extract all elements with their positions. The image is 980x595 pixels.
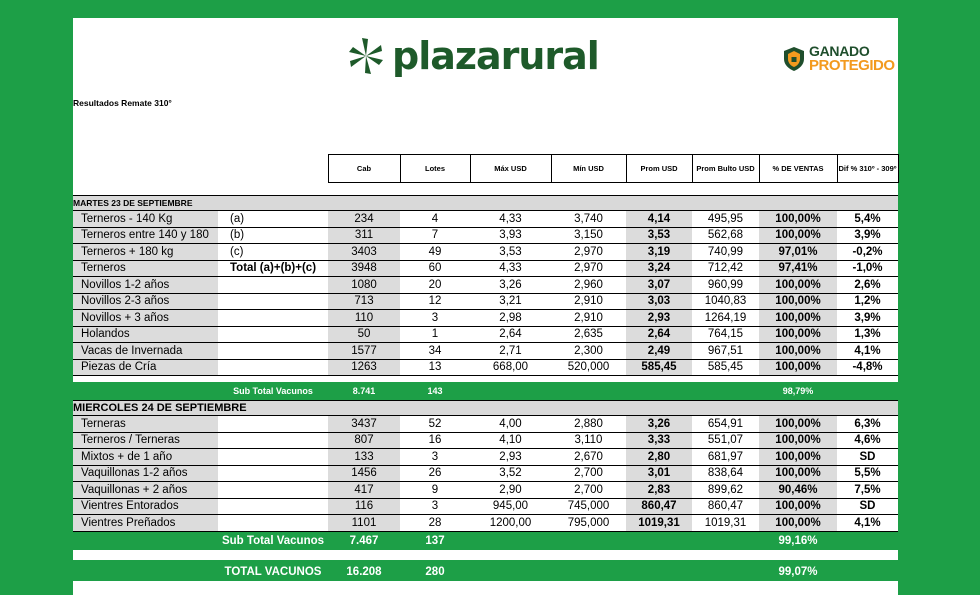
subtotal-end xyxy=(837,531,898,550)
table-row xyxy=(73,260,898,277)
max-value: 3,53 xyxy=(470,244,551,261)
lotes-value: 52 xyxy=(400,416,470,433)
category-name: Terneros / Terneras xyxy=(73,432,218,449)
max-value: 3,93 xyxy=(470,227,551,244)
category-name: Terneros + 180 kg xyxy=(73,244,218,261)
dif-value: 4,1% xyxy=(837,515,898,532)
max-value: 4,00 xyxy=(470,416,551,433)
dif-value: SD xyxy=(837,498,898,515)
subtotal-lotes: 143 xyxy=(400,382,470,401)
dif-value: 2,6% xyxy=(837,277,898,294)
cab-value: 234 xyxy=(328,211,400,228)
lotes-value: 3 xyxy=(400,310,470,327)
cab-value: 133 xyxy=(328,449,400,466)
subtotal-lotes: 280 xyxy=(400,563,470,581)
ventas-value: 100,00% xyxy=(759,293,837,310)
cab-value: 116 xyxy=(328,498,400,515)
subtotal-spacer xyxy=(470,563,759,581)
max-value: 2,90 xyxy=(470,482,551,499)
dif-value: -0,2% xyxy=(837,244,898,261)
cab-value: 1577 xyxy=(328,343,400,360)
category-name: Mixtos + de 1 año xyxy=(73,449,218,466)
min-value: 2,635 xyxy=(551,326,626,343)
category-note: (c) xyxy=(218,244,328,261)
spacer-row xyxy=(73,550,898,560)
subtotal-cab: 7.467 xyxy=(328,531,400,550)
day-header xyxy=(73,401,898,416)
table-row xyxy=(73,343,898,360)
header-prom: Prom USD xyxy=(626,155,692,183)
prom-value: 1019,31 xyxy=(626,515,692,532)
max-value: 945,00 xyxy=(470,498,551,515)
ventas-value: 90,46% xyxy=(759,482,837,499)
category-name: Vientres Preñados xyxy=(73,515,218,532)
bulto-value: 860,47 xyxy=(692,498,759,515)
ventas-value: 100,00% xyxy=(759,277,837,294)
lotes-value: 12 xyxy=(400,293,470,310)
ventas-value: 100,00% xyxy=(759,449,837,466)
header-cab: Cab xyxy=(328,155,400,183)
lotes-value: 3 xyxy=(400,498,470,515)
table-row xyxy=(73,359,898,376)
category-name: Novillos 2-3 años xyxy=(73,293,218,310)
bulto-value: 654,91 xyxy=(692,416,759,433)
dif-value: 4,6% xyxy=(837,432,898,449)
bulto-value: 585,45 xyxy=(692,359,759,376)
bulto-value: 495,95 xyxy=(692,211,759,228)
subtotal-cab: 8.741 xyxy=(328,382,400,401)
category-note xyxy=(218,482,328,499)
category-name: Holandos xyxy=(73,326,218,343)
spacer xyxy=(73,550,898,560)
bulto-value: 764,15 xyxy=(692,326,759,343)
header-min: Mín USD xyxy=(551,155,626,183)
day-title: MARTES 23 DE SEPTIEMBRE xyxy=(73,196,898,211)
bulto-value: 681,97 xyxy=(692,449,759,466)
ventas-value: 100,00% xyxy=(759,326,837,343)
cab-value: 1456 xyxy=(328,465,400,482)
ventas-value: 97,01% xyxy=(759,244,837,261)
subtotal-lotes: 137 xyxy=(400,531,470,550)
min-value: 2,970 xyxy=(551,260,626,277)
bulto-value: 1264,19 xyxy=(692,310,759,327)
prom-value: 4,14 xyxy=(626,211,692,228)
prom-value: 3,33 xyxy=(626,432,692,449)
table-row xyxy=(73,326,898,343)
category-name: Piezas de Cría xyxy=(73,359,218,376)
header-max: Máx USD xyxy=(470,155,551,183)
table-row xyxy=(73,432,898,449)
header-blank xyxy=(73,155,328,183)
category-name: Terneros xyxy=(73,260,218,277)
category-note: (a) xyxy=(218,211,328,228)
ventas-value: 100,00% xyxy=(759,465,837,482)
category-note xyxy=(218,293,328,310)
cab-value: 1101 xyxy=(328,515,400,532)
table-row xyxy=(73,498,898,515)
dif-value: -4,8% xyxy=(837,359,898,376)
category-name: Vaquillonas + 2 años xyxy=(73,482,218,499)
subtotal-spacer xyxy=(470,382,759,401)
dif-value: 7,5% xyxy=(837,482,898,499)
table-row xyxy=(73,482,898,499)
min-value: 2,700 xyxy=(551,465,626,482)
subtotal-blank xyxy=(73,563,218,581)
min-value: 3,150 xyxy=(551,227,626,244)
min-value: 2,970 xyxy=(551,244,626,261)
category-name: Terneros - 140 Kg xyxy=(73,211,218,228)
partner-line-1: GANADO xyxy=(809,43,870,59)
category-name: Novillos 1-2 años xyxy=(73,277,218,294)
min-value: 2,910 xyxy=(551,293,626,310)
lotes-value: 49 xyxy=(400,244,470,261)
cab-value: 50 xyxy=(328,326,400,343)
category-note xyxy=(218,326,328,343)
subtotal-row xyxy=(73,531,898,550)
lotes-value: 4 xyxy=(400,211,470,228)
cab-value: 3948 xyxy=(328,260,400,277)
subtotal-label: Sub Total Vacunos xyxy=(218,531,328,550)
lotes-value: 20 xyxy=(400,277,470,294)
table-row xyxy=(73,293,898,310)
subtotal-blank xyxy=(73,382,218,401)
min-value: 2,300 xyxy=(551,343,626,360)
header-ventas: % DE VENTAS xyxy=(759,155,837,183)
category-name: Novillos + 3 años xyxy=(73,310,218,327)
min-value: 520,000 xyxy=(551,359,626,376)
category-note xyxy=(218,310,328,327)
subtotal-spacer xyxy=(470,531,759,550)
dif-value: 5,5% xyxy=(837,465,898,482)
bulto-value: 967,51 xyxy=(692,343,759,360)
prom-value: 2,93 xyxy=(626,310,692,327)
min-value: 2,670 xyxy=(551,449,626,466)
prom-value: 3,07 xyxy=(626,277,692,294)
max-value: 4,10 xyxy=(470,432,551,449)
bulto-value: 899,62 xyxy=(692,482,759,499)
min-value: 2,880 xyxy=(551,416,626,433)
prom-value: 860,47 xyxy=(626,498,692,515)
max-value: 4,33 xyxy=(470,260,551,277)
max-value: 1200,00 xyxy=(470,515,551,532)
table-row xyxy=(73,310,898,327)
min-value: 3,740 xyxy=(551,211,626,228)
cab-value: 311 xyxy=(328,227,400,244)
dif-value: -1,0% xyxy=(837,260,898,277)
lotes-value: 13 xyxy=(400,359,470,376)
dif-value: 5,4% xyxy=(837,211,898,228)
max-value: 2,64 xyxy=(470,326,551,343)
bulto-value: 551,07 xyxy=(692,432,759,449)
lotes-value: 26 xyxy=(400,465,470,482)
bulto-value: 1040,83 xyxy=(692,293,759,310)
prom-value: 3,19 xyxy=(626,244,692,261)
max-value: 4,33 xyxy=(470,211,551,228)
max-value: 668,00 xyxy=(470,359,551,376)
header-lotes: Lotes xyxy=(400,155,470,183)
spacer xyxy=(73,183,898,196)
ventas-value: 97,41% xyxy=(759,260,837,277)
dif-value: 3,9% xyxy=(837,310,898,327)
subtotal-label: TOTAL VACUNOS xyxy=(218,563,328,581)
ventas-value: 100,00% xyxy=(759,416,837,433)
min-value: 745,000 xyxy=(551,498,626,515)
category-note xyxy=(218,465,328,482)
subtotal-end xyxy=(837,563,898,581)
table-row xyxy=(73,465,898,482)
subtotal-label: Sub Total Vacunos xyxy=(218,382,328,401)
lotes-value: 7 xyxy=(400,227,470,244)
category-note xyxy=(218,449,328,466)
subtotal-row xyxy=(73,382,898,401)
table-row xyxy=(73,211,898,228)
header-dif: Dif % 310º - 309º xyxy=(837,155,898,183)
lotes-value: 34 xyxy=(400,343,470,360)
prom-value: 3,26 xyxy=(626,416,692,433)
prom-value: 3,24 xyxy=(626,260,692,277)
ventas-value: 100,00% xyxy=(759,359,837,376)
subtotal-end xyxy=(837,382,898,401)
bulto-value: 1019,31 xyxy=(692,515,759,532)
max-value: 3,26 xyxy=(470,277,551,294)
report-sheet xyxy=(73,18,898,595)
prom-value: 2,64 xyxy=(626,326,692,343)
category-note xyxy=(218,277,328,294)
plazarural-leaf-icon xyxy=(348,36,384,76)
prom-value: 2,83 xyxy=(626,482,692,499)
ventas-value: 100,00% xyxy=(759,227,837,244)
category-note xyxy=(218,498,328,515)
brand-name: plazarural xyxy=(392,34,599,78)
shield-icon xyxy=(783,46,805,72)
subtotal-cab: 16.208 xyxy=(328,563,400,581)
prom-value: 3,53 xyxy=(626,227,692,244)
cab-value: 417 xyxy=(328,482,400,499)
plazarural-logo xyxy=(348,36,599,76)
subtotal-blank xyxy=(73,531,218,550)
dif-value: 4,1% xyxy=(837,343,898,360)
total-row xyxy=(73,563,898,581)
cab-value: 1263 xyxy=(328,359,400,376)
dif-value: 6,3% xyxy=(837,416,898,433)
cab-value: 3403 xyxy=(328,244,400,261)
ganado-protegido-logo xyxy=(783,44,895,73)
table-row xyxy=(73,244,898,261)
lotes-value: 1 xyxy=(400,326,470,343)
category-note xyxy=(218,515,328,532)
category-name: Vacas de Invernada xyxy=(73,343,218,360)
lotes-value: 16 xyxy=(400,432,470,449)
report-title: Resultados Remate 310° xyxy=(73,98,172,108)
lotes-value: 28 xyxy=(400,515,470,532)
lotes-value: 3 xyxy=(400,449,470,466)
cab-value: 807 xyxy=(328,432,400,449)
max-value: 3,52 xyxy=(470,465,551,482)
subtotal-ventas: 99,07% xyxy=(759,563,837,581)
category-name: Vaquillonas 1-2 años xyxy=(73,465,218,482)
bulto-value: 838,64 xyxy=(692,465,759,482)
prom-value: 2,49 xyxy=(626,343,692,360)
table-row xyxy=(73,449,898,466)
max-value: 3,21 xyxy=(470,293,551,310)
table-row xyxy=(73,277,898,294)
dif-value: 1,3% xyxy=(837,326,898,343)
category-name: Vientres Entorados xyxy=(73,498,218,515)
category-name: Terneros entre 140 y 180 xyxy=(73,227,218,244)
cab-value: 3437 xyxy=(328,416,400,433)
lotes-value: 9 xyxy=(400,482,470,499)
max-value: 2,71 xyxy=(470,343,551,360)
min-value: 2,700 xyxy=(551,482,626,499)
dif-value: 1,2% xyxy=(837,293,898,310)
ventas-value: 100,00% xyxy=(759,432,837,449)
prom-value: 2,80 xyxy=(626,449,692,466)
results-table xyxy=(73,154,899,581)
dif-value: SD xyxy=(837,449,898,466)
prom-value: 585,45 xyxy=(626,359,692,376)
category-note xyxy=(218,343,328,360)
min-value: 2,910 xyxy=(551,310,626,327)
max-value: 2,93 xyxy=(470,449,551,466)
ventas-value: 100,00% xyxy=(759,498,837,515)
min-value: 3,110 xyxy=(551,432,626,449)
bulto-value: 740,99 xyxy=(692,244,759,261)
category-note xyxy=(218,359,328,376)
category-note: Total (a)+(b)+(c) xyxy=(218,260,328,277)
dif-value: 3,9% xyxy=(837,227,898,244)
category-note xyxy=(218,416,328,433)
spacer-row xyxy=(73,183,898,196)
min-value: 795,000 xyxy=(551,515,626,532)
ventas-value: 100,00% xyxy=(759,343,837,360)
header-row xyxy=(73,155,898,183)
ventas-value: 100,00% xyxy=(759,310,837,327)
cab-value: 713 xyxy=(328,293,400,310)
partner-line-2: PROTEGIDO xyxy=(809,57,895,74)
table-row xyxy=(73,227,898,244)
header-bulto: Prom Bulto USD xyxy=(692,155,759,183)
min-value: 2,960 xyxy=(551,277,626,294)
table-row xyxy=(73,416,898,433)
category-name: Terneras xyxy=(73,416,218,433)
category-note xyxy=(218,432,328,449)
cab-value: 1080 xyxy=(328,277,400,294)
max-value: 2,98 xyxy=(470,310,551,327)
prom-value: 3,01 xyxy=(626,465,692,482)
subtotal-ventas: 98,79% xyxy=(759,382,837,401)
bulto-value: 960,99 xyxy=(692,277,759,294)
ventas-value: 100,00% xyxy=(759,211,837,228)
table-row xyxy=(73,515,898,532)
ventas-value: 100,00% xyxy=(759,515,837,532)
subtotal-ventas: 99,16% xyxy=(759,531,837,550)
bulto-value: 712,42 xyxy=(692,260,759,277)
category-note: (b) xyxy=(218,227,328,244)
cab-value: 110 xyxy=(328,310,400,327)
lotes-value: 60 xyxy=(400,260,470,277)
prom-value: 3,03 xyxy=(626,293,692,310)
day-title: MIERCOLES 24 DE SEPTIEMBRE xyxy=(73,401,898,416)
day-header xyxy=(73,196,898,211)
bulto-value: 562,68 xyxy=(692,227,759,244)
